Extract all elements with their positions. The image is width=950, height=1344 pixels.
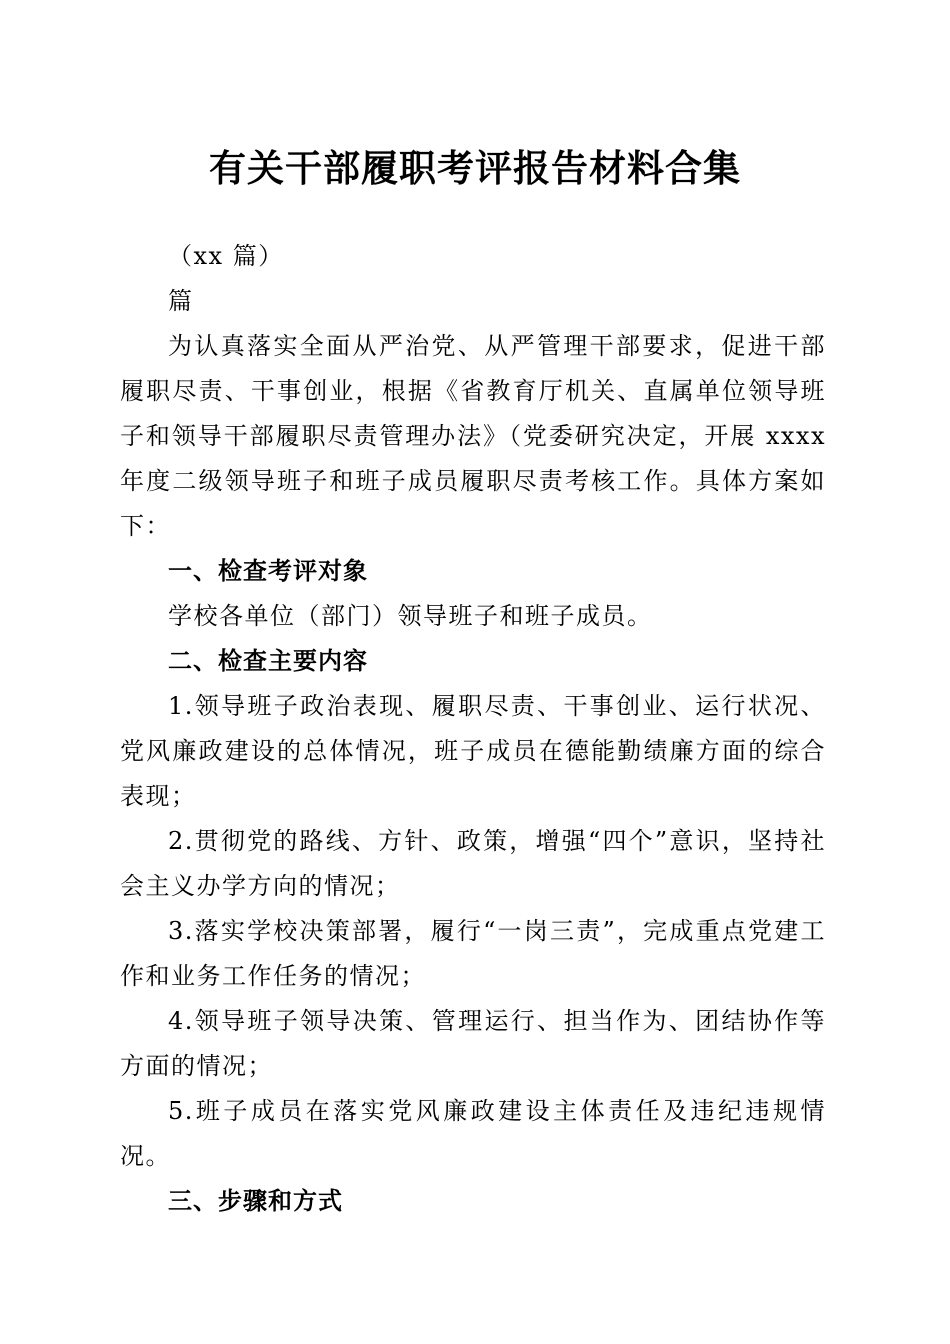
section-2-heading: 二、检查主要内容 xyxy=(168,647,368,675)
section-2-item: 1.领导班子政治表现、履职尽责、干事创业、运行状况、党风廉政建设的总体情况，班子成员在德能勤绩廉方面的综合表现； xyxy=(120,692,826,810)
document-body xyxy=(120,234,826,1224)
section-1-heading: 一、检查考评对象 xyxy=(168,557,368,585)
document-title: 有关干部履职考评报告材料合集 xyxy=(209,146,741,190)
section-2-item: 2.贯彻党的路线、方针、政策，增强“四个”意识，坚持社会主义办学方向的情况； xyxy=(120,827,826,900)
subtitle: （xx 篇） xyxy=(168,242,284,270)
section-2-item: 4.领导班子领导决策、管理运行、担当作为、团结协作等方面的情况； xyxy=(120,1007,826,1080)
section-2-item: 5.班子成员在落实党风廉政建设主体责任及违纪违规情况。 xyxy=(120,1097,826,1170)
section-3-heading: 三、步骤和方式 xyxy=(168,1187,343,1215)
chapter-label: 篇 xyxy=(168,287,194,315)
intro-paragraph: 为认真落实全面从严治党、从严管理干部要求，促进干部履职尽责、干事创业，根据《省教育厅机关、直属单位领导班子和领导干部履职尽责管理办法》（党委研究决定，开展 xxxx 年度二级领导班子和班子成员履职尽责考核工作。具体方案如下： xyxy=(120,332,826,540)
section-1-text: 学校各单位（部门）领导班子和班子成员。 xyxy=(168,602,653,630)
section-2-item: 3.落实学校决策部署，履行“一岗三责”，完成重点党建工作和业务工作任务的情况； xyxy=(120,917,826,990)
